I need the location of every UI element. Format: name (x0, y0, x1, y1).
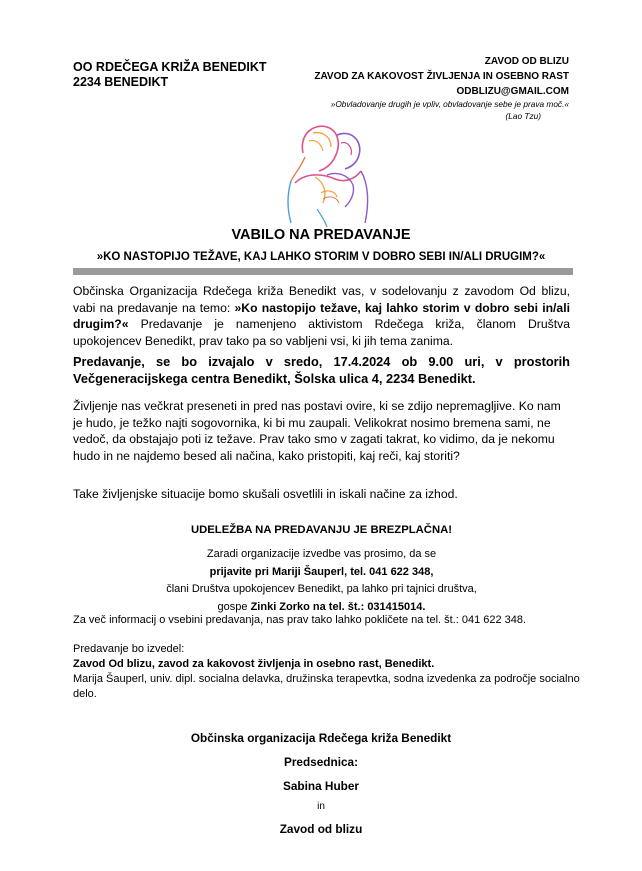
signature-organization: Občinska organizacija Rdečega križa Benedikt (190, 731, 452, 745)
closing-paragraph: Take življenjske situacije bomo skušali osvetlili in iskali načine za izhod. (73, 487, 458, 501)
divider (73, 268, 573, 275)
registration-contact: prijavite pri Mariji Šauperl, tel. 041 622 348, (209, 565, 434, 578)
secretary-contact: Zinki Zorko na tel. št.: 031415014. (250, 600, 426, 613)
signature-organization-2: Zavod od blizu (279, 822, 363, 836)
signature-conjunction: in (317, 801, 325, 812)
intro-topic: »Ko nastopijo težave, kaj lahko storim v dobro sebi in/ali drugim?« (73, 300, 570, 331)
performed-by-organization: Zavod Od blizu, zavod za kakovost življenja in osebno rast, Benedikt. (73, 658, 435, 670)
registration-line: Zaradi organizacije izvedbe vas prosimo, da se (206, 548, 437, 560)
event-date-location: Predavanje, se bo izvajalo v sredo, 17.4.2024 ob 9.00 uri, v prostorih Večgeneracijskega centra Benedikt, Šolska ulica 4, 2234 Benedikt. (73, 354, 570, 386)
registration-block (73, 546, 570, 616)
intro-paragraph (73, 283, 570, 349)
free-attendance-notice: UDELEŽBA NA PREDAVANJU JE BREZPLAČNA! (190, 524, 453, 536)
lecture-topic-heading: »KO NASTOPIJO TEŽAVE, KAJ LAHKO STORIM V DOBRO SEBI IN/ALI DRUGIM?« (96, 251, 546, 263)
performed-by-block (73, 642, 583, 702)
partner-organization (314, 54, 569, 99)
page-title: VABILO NA PREDAVANJE (231, 227, 411, 243)
sender-organization (73, 60, 267, 90)
intro-text: Občinska Organizacija Rdečega križa Benedikt vas, v sodelovanju z zavodom Od blizu, vabi na predavanje na temo: (73, 284, 570, 315)
embrace-line-art-icon (265, 113, 380, 228)
registration-members-line: člani Društva upokojencev Benedikt, pa lahko pri tajnici društva, (166, 583, 477, 595)
performed-by-label: Predavanje bo izvedel: (73, 643, 185, 655)
sender-address: 2234 BENEDIKT (73, 75, 169, 89)
partner-email: ODBLIZU@GMAIL.COM (456, 86, 569, 97)
body-paragraph: Življenje nas večkrat preseneti in pred nas postavi ovire, ki se zdijo nepremagljive. Ko nam je hudo, je težko najti sogovornika, ki bi mu zaupali. Velikokrat nosimo bremena sami, ne vedoč, da obstajajo poti iz težave. Prav tako smo v zagati takrat, ko vidimo, da je nekomu hudo in ne najdemo besed ali načina, kako pristopiti, kaj reči, kaj storiti? (73, 399, 561, 463)
intro-audience: Predavanje je namenjeno aktivistom Rdečega križa, članom Društva upokojencev Benedikt, prav tako pa so vabljeni vsi, ki jih tema zanima. (73, 317, 570, 348)
partner-description: ZAVOD ZA KAKOVOST ŽIVLJENJA IN OSEBNO RAST (314, 71, 569, 82)
partner-name: ZAVOD OD BLIZU (484, 56, 569, 67)
performed-by-person: Marija Šauperl, univ. dipl. socialna delavka, družinska terapevtka, sodna izvedenka za področje socialno delo. (73, 673, 580, 700)
secretary-prefix: gospe (217, 600, 251, 613)
signature-name: Sabina Huber (282, 779, 360, 793)
quote-author: (Lao Tzu) (505, 111, 541, 121)
more-info-line: Za več informacij o vsebini predavanja, nas prav tako lahko pokličete na tel. št.: 041 622 348. (73, 614, 527, 626)
signature-role: Predsednica: (283, 755, 359, 769)
sender-name: OO RDEČEGA KRIŽA BENEDIKT (73, 60, 267, 74)
quote-text: »Obvladovanje drugih je vpliv, obvladovanje sebe je prava moč.« (330, 99, 569, 109)
